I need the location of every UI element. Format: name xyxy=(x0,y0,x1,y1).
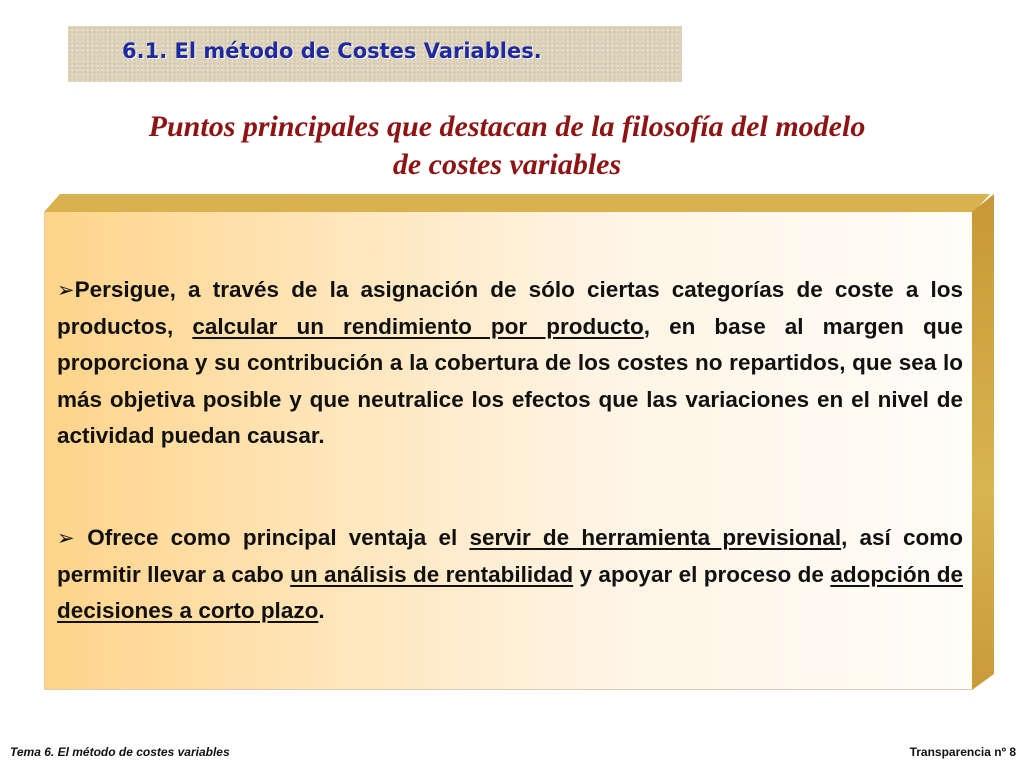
bullet-2-underlined-phrase-2: un análisis de rentabilidad xyxy=(290,561,574,587)
bullet-point-2 xyxy=(57,520,963,630)
bullet-2-text-b: , así como permitir llevar a cabo xyxy=(57,525,963,587)
bullet-1-text-b: , en base al margen que proporciona y su contribución a la cobertura de los costes no repartidos, que sea lo más objetiva posible y que neutralice los efectos que las variaciones en el nivel de actividad puedan causar. xyxy=(57,313,964,448)
content-panel xyxy=(40,194,994,690)
section-title: 6.1. El método de Costes Variables. xyxy=(122,39,542,63)
arrow-bullet-icon: ➢ xyxy=(57,278,75,302)
slide-title xyxy=(70,108,944,184)
slide-title-line-2: de costes variables xyxy=(392,148,622,181)
bullet-2-underlined-phrase-3: adopción de decisiones a corto plazo xyxy=(57,561,963,623)
arrow-bullet-icon: ➢ xyxy=(57,526,88,550)
panel-bevel-top xyxy=(44,194,990,212)
bullet-2-text-a: Ofrece como principal ventaja el xyxy=(87,525,470,550)
footer-slide-number: Transparencia nº 8 xyxy=(909,745,1016,759)
slide-title-line-1: Puntos principales que destacan de la filosofía del modelo xyxy=(148,110,866,143)
bullet-1-text-a: Persigue, a través de la asignación de sólo ciertas categorías de coste a los productos, xyxy=(57,277,963,339)
bullet-2-text-c: y apoyar el proceso de xyxy=(573,561,831,587)
bullet-point-1 xyxy=(57,272,963,455)
panel-bevel-right xyxy=(972,194,994,690)
footer-topic: Tema 6. El método de costes variables xyxy=(10,745,230,759)
bullet-2-text-d: . xyxy=(318,598,325,623)
section-header-box xyxy=(68,26,682,82)
panel-face xyxy=(44,212,972,690)
bullet-1-underlined-phrase: calcular un rendimiento por producto xyxy=(192,313,644,339)
bullet-2-underlined-phrase-1: servir de herramienta previsional xyxy=(469,525,842,550)
